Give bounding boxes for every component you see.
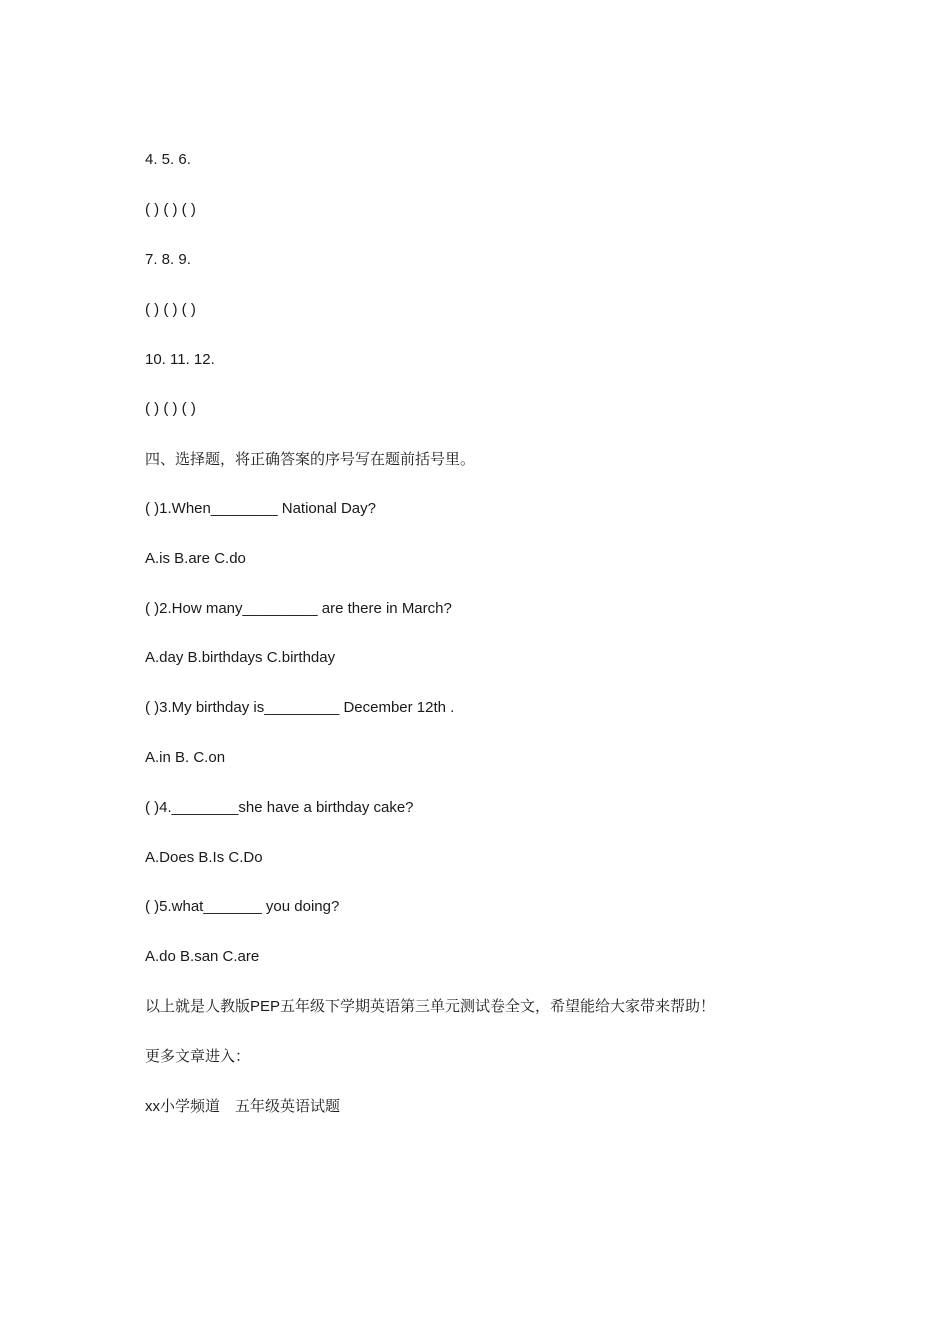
- question-4-options: A.Does B.Is C.Do: [145, 849, 263, 866]
- section-heading-choice: 四、选择题，将正确答案的序号写在题前括号里。: [145, 451, 476, 468]
- answer-brackets-4-6: ( ) ( ) ( ): [145, 201, 196, 218]
- question-3-options: A.in B. C.on: [145, 749, 226, 766]
- question-3: ( )3.My birthday is_________ December 12th .: [145, 699, 455, 716]
- item-numbers-10-12: 10. 11. 12.: [145, 351, 215, 368]
- question-5: ( )5.what_______ you doing?: [145, 898, 340, 915]
- more-articles-label: 更多文章进入：: [145, 1048, 251, 1065]
- answer-brackets-10-12: ( ) ( ) ( ): [145, 400, 196, 417]
- item-numbers-7-9: 7. 8. 9.: [145, 251, 191, 268]
- answer-brackets-7-9: ( ) ( ) ( ): [145, 301, 196, 318]
- question-5-options: A.do B.san C.are: [145, 948, 260, 965]
- question-2: ( )2.How many_________ are there in March?: [145, 600, 452, 617]
- closing-note: 以上就是人教版PEP五年级下学期英语第三单元测试卷全文，希望能给大家带来帮助！: [145, 998, 716, 1015]
- question-1: ( )1.When________ National Day?: [145, 500, 376, 517]
- question-1-options: A.is B.are C.do: [145, 550, 246, 567]
- question-4: ( )4.________she have a birthday cake?: [145, 799, 414, 816]
- question-2-options: A.day B.birthdays C.birthday: [145, 649, 336, 666]
- item-numbers-4-6: 4. 5. 6.: [145, 151, 191, 168]
- channel-link-line[interactable]: xx小学频道 五年级英语试题: [145, 1098, 341, 1115]
